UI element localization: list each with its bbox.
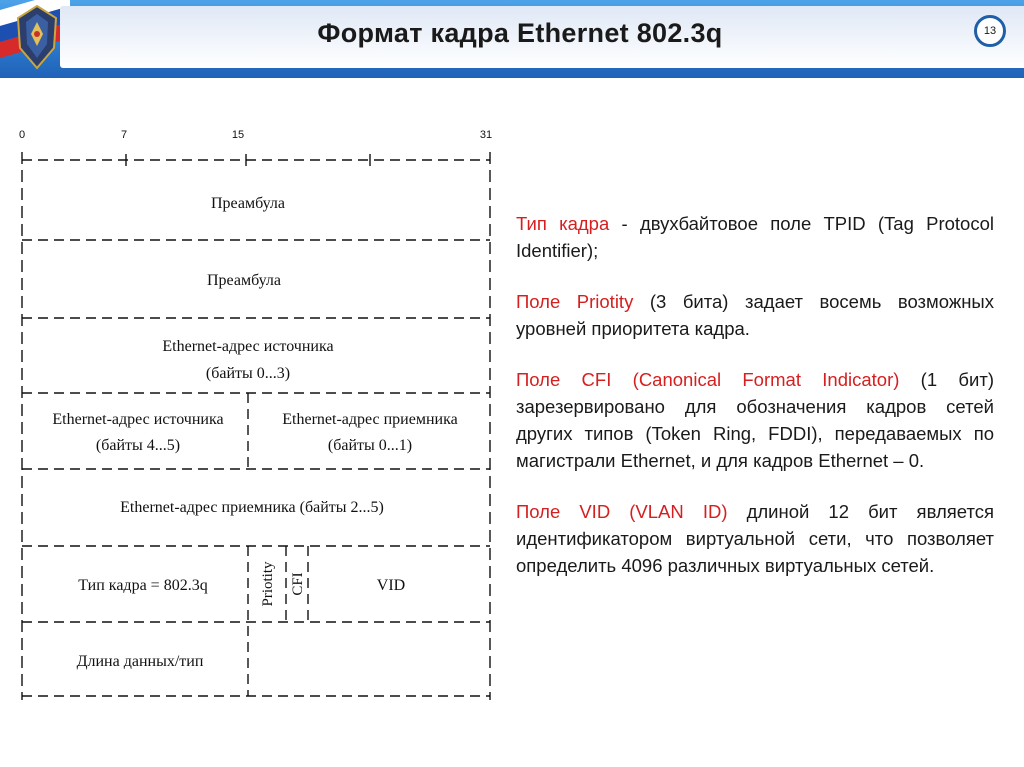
field-src-addr-0-3: Ethernet-адрес источника (162, 338, 334, 355)
field-preamble-2: Преамбула (207, 272, 281, 289)
field-src-addr-4-5-bytes: (байты 4...5) (95, 437, 181, 454)
field-priority: Priotity (260, 561, 276, 607)
bit-label-0: 0 (18, 129, 26, 141)
field-src-addr-0-3-bytes: (байты 0...3) (205, 365, 291, 382)
desc-vid-text: длиной 12 бит является идентификатором виртуальной сети, что позволяет определить 4096 различных виртуальных сетей. (516, 501, 995, 576)
desc-priority-term: Поле Priotity (516, 291, 634, 312)
bit-label-15: 15 (231, 129, 245, 141)
frame-format-diagram (0, 120, 510, 720)
field-cfi: CFI (290, 572, 306, 596)
field-preamble-1: Преамбула (211, 195, 285, 212)
bit-label-7: 7 (120, 129, 128, 141)
desc-tpid (516, 210, 994, 264)
field-src-addr-4-5: Ethernet-адрес источника (52, 411, 224, 428)
desc-vid-term: Поле VID (VLAN ID) (516, 501, 728, 522)
bit-label-31: 31 (479, 129, 493, 141)
field-dst-addr-2-5: Ethernet-адрес приемника (байты 2...5) (120, 499, 384, 516)
page-title: Формат кадра Ethernet 802.3q (317, 18, 723, 48)
desc-priority-text: (3 бита) задает восемь возможных уровней приоритета кадра. (516, 291, 994, 339)
field-frame-type: Тип кадра = 802.3q (78, 577, 208, 594)
emblem-icon (14, 4, 60, 70)
desc-cfi (516, 366, 994, 474)
desc-cfi-term: Поле CFI (Canonical Format Indicator) (516, 369, 900, 390)
description-text (516, 210, 994, 603)
desc-tpid-text: - двухбайтовое поле TPID (Tag Protocol Identifier); (516, 213, 994, 261)
desc-priority (516, 288, 994, 342)
desc-cfi-text: (1 бит) зарезервировано для обозначения кадров сетей других типов (Token Ring, FDDI), передаваемых по магистрали Ethernet, и для кадров Ethernet – 0. (516, 369, 994, 471)
desc-vid (516, 498, 994, 579)
field-dst-addr-0-1-bytes: (байты 0...1) (327, 437, 413, 454)
field-dst-addr-0-1: Ethernet-адрес приемника (282, 411, 458, 428)
desc-tpid-term: Тип кадра (516, 213, 610, 234)
field-data-length: Длина данных/тип (76, 653, 204, 670)
header-bar (0, 0, 1024, 78)
page-number-badge: 13 (974, 15, 1006, 47)
field-vid: VID (376, 577, 406, 594)
